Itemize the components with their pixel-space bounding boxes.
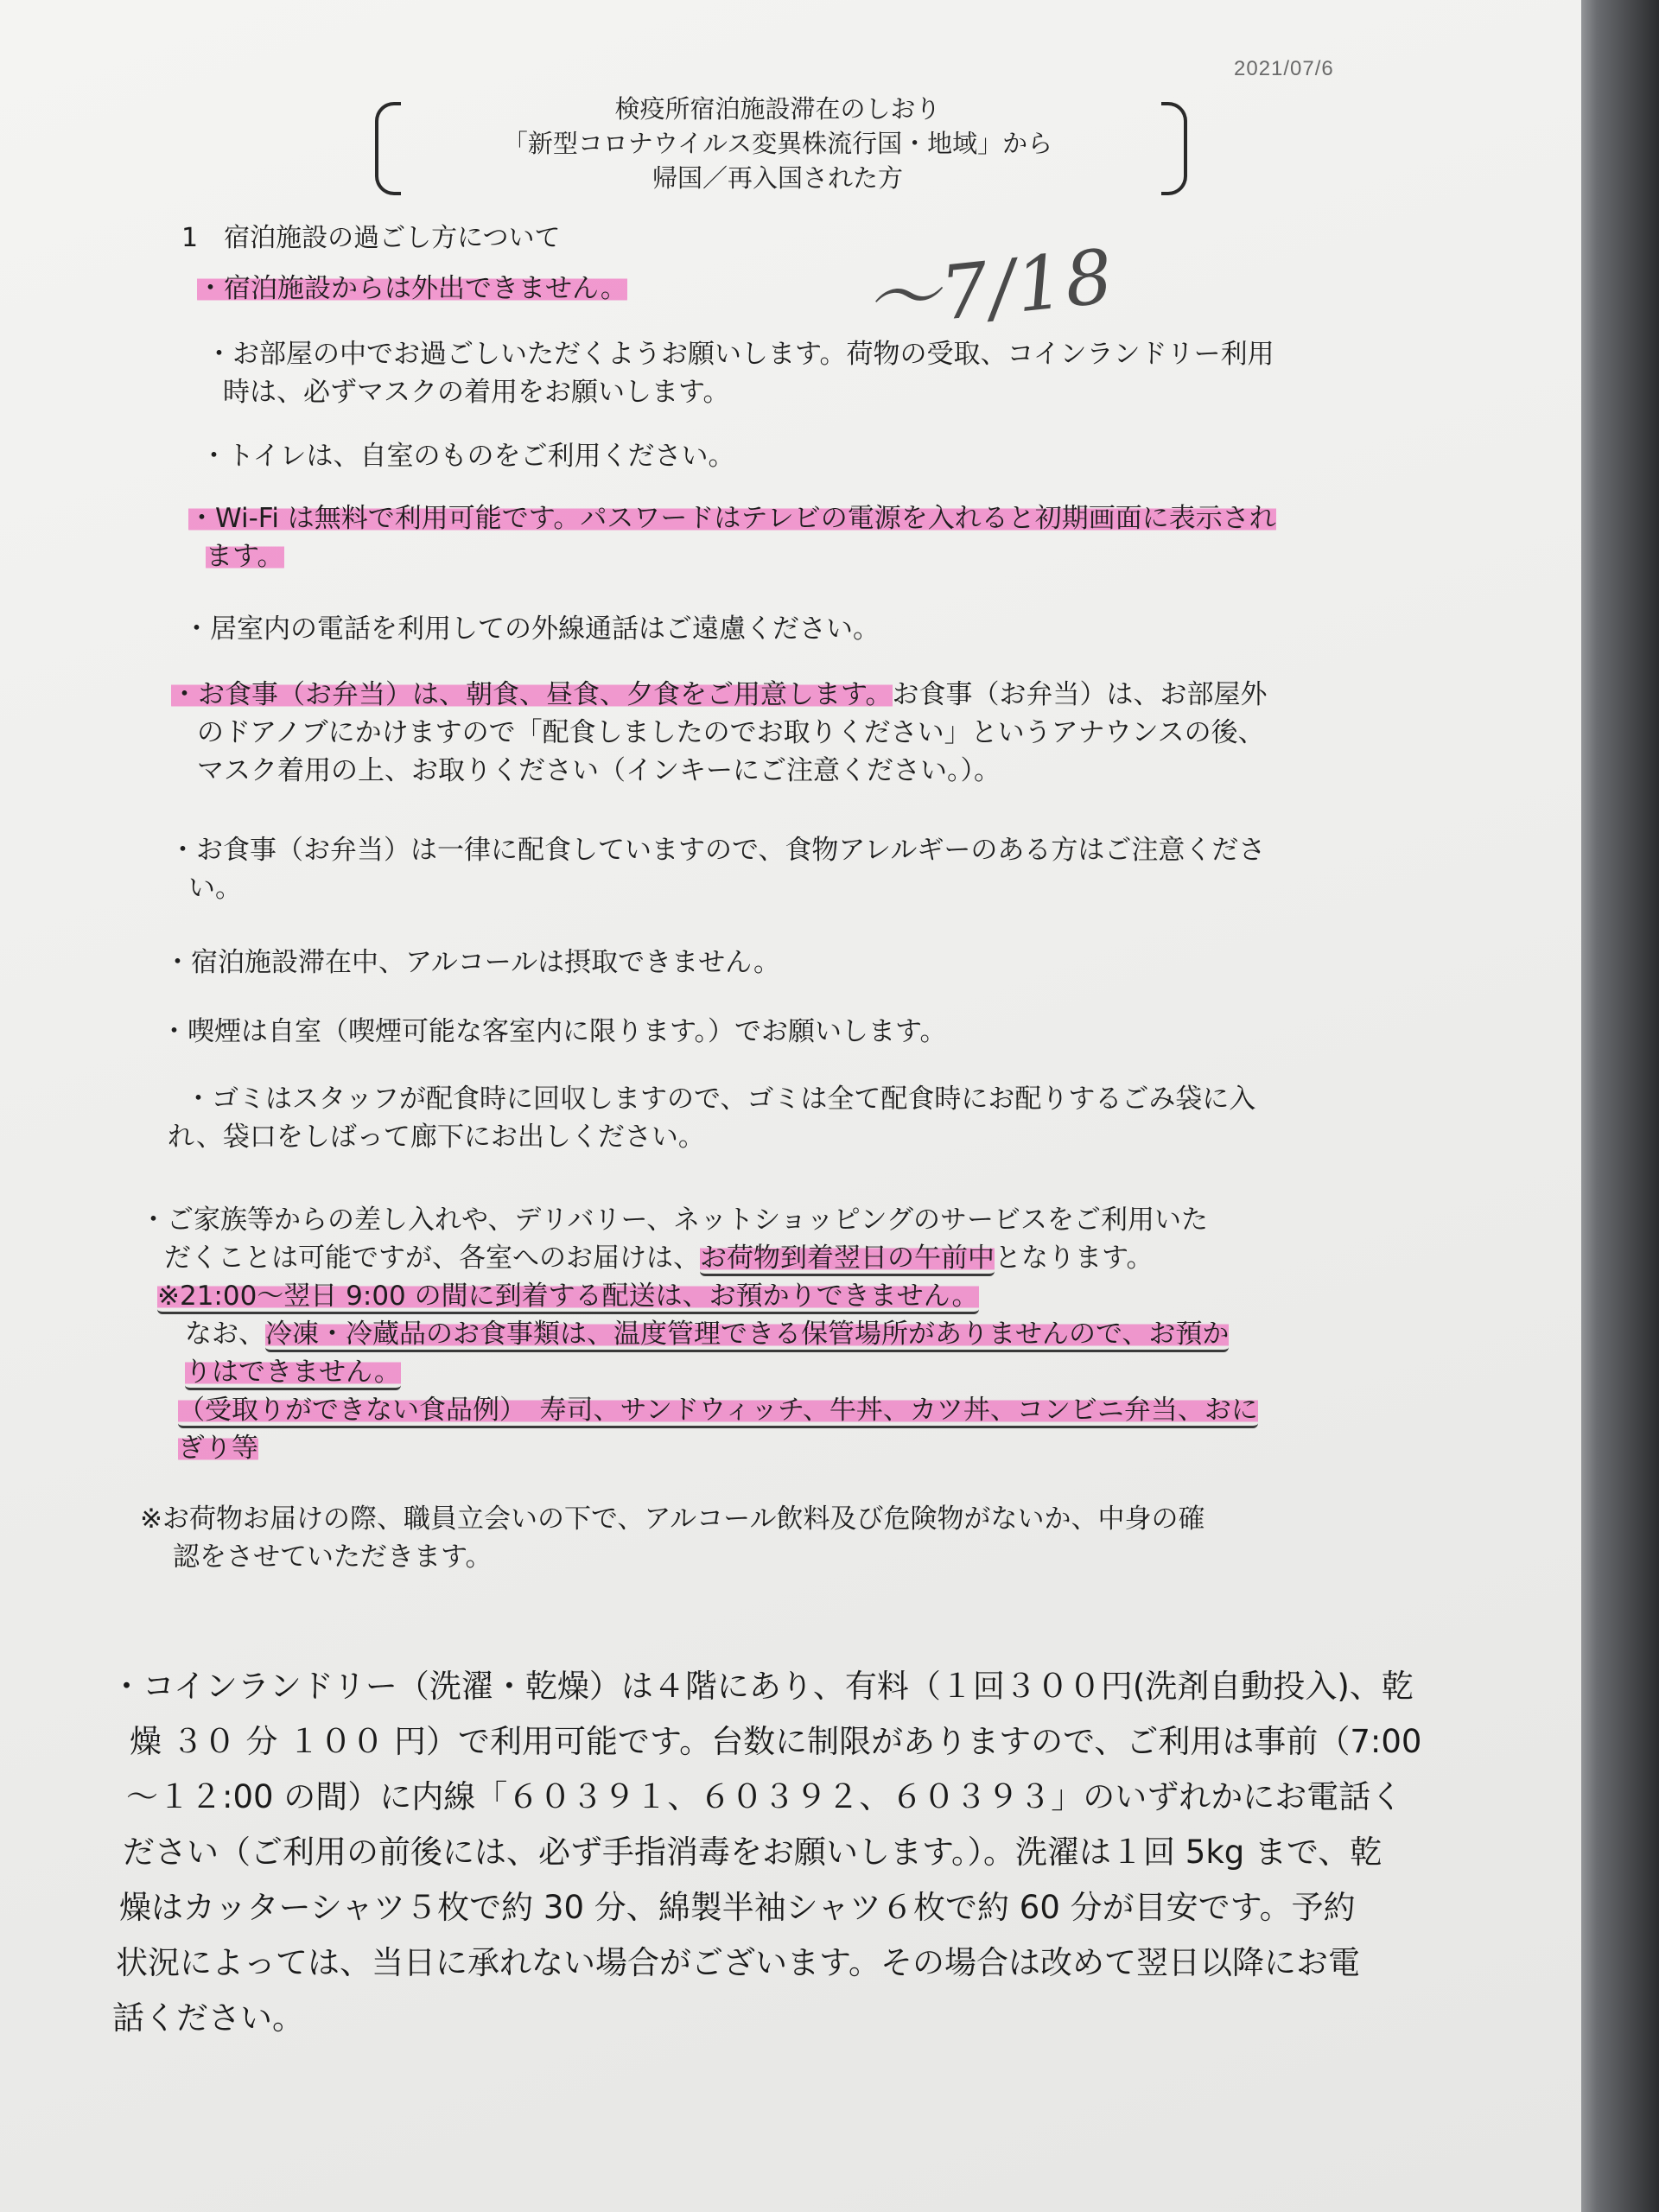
item-meals: ・お食事（お弁当）は、朝食、昼食、夕食をご用意します。お食事（お弁当）は、お部屋外 のドアノブにかけますので「配食しましたのでお取りください」というアナウンスの後、 マスク着用の上、お取りください（インキーにご注意ください。）。 bbox=[171, 679, 1268, 786]
item-no-going-out bbox=[197, 270, 627, 308]
title-line: 帰国／再入国された方 bbox=[652, 163, 903, 193]
item-stay-in-room: ・お部屋の中でお過ごしいただくようお願いします。荷物の受取、コインランドリー利用 時は、必ずマスクの着用をお願いします。 bbox=[206, 339, 1274, 408]
item-smoking: ・喫煙は自室（喫煙可能な客室内に限ります。）でお願いします。 bbox=[161, 1016, 947, 1047]
item-delivery: ・ご家族等からの差し入れや、デリバリー、ネットショッピングのサービスをご利用いた だくことは可能ですが、各室へのお届けは、お荷物到着翌日の午前中となります。 ※21:00～翌日 9:00 の間に到着する配送は、お預かりできません。 なお、冷凍・冷蔵品のお食事類は、温度管理できる保管場所がありませんので、お預か りはできません。 （受取りができない食品例） 寿司、サンドウィッチ、牛丼、カツ丼、コンビニ弁当、おに ぎり等 bbox=[140, 1205, 1258, 1464]
title-line: 検疫所宿泊施設滞在のしおり bbox=[614, 94, 941, 124]
item-garbage: ・ゴミはスタッフが配食時に回収しますので、ゴミは全て配食時にお配りするごみ袋に入 れ、袋口をしばって廊下にお出しください。 bbox=[168, 1084, 1256, 1153]
highlighted-text: ぎり等 bbox=[178, 1433, 258, 1464]
highlighted-underlined-text: お荷物到着翌日の午前中 bbox=[700, 1243, 995, 1276]
item-allergy: ・お食事（お弁当）は一律に配食していますので、食物アレルギーのある方はご注意くださ い。 bbox=[169, 835, 1266, 904]
title-bracket-right bbox=[1161, 102, 1187, 195]
highlighted-text: ます。 bbox=[206, 541, 284, 572]
item-laundry: ・コインランドリー（洗濯・乾燥）は４階にあり、有料（１回３００円(洗剤自動投入)、乾 燥 ３０ 分 １００ 円）で利用可能です。台数に制限がありますので、ご利用は事前（7:00 ～１２:00 の間）に内線「６０３９１、６０３９２、６０３９３」のいずれかにお電話く ださい（ご利用の前後には、必ず手指消毒をお願いします。）。洗濯は１回 5kg まで、乾 燥はカッターシャツ５枚で約 30 分、綿製半袖シャツ６枚で約 60 分が目安です。予約 状況によっては、当日に承れない場合がございます。その場合は改めて翌日以降にお電 話ください。 bbox=[111, 1668, 1422, 2037]
document-title bbox=[415, 92, 1141, 195]
title-line: 「新型コロナウイルス変異株流行国・地域」から bbox=[502, 129, 1053, 158]
highlighted-underlined-text: ※21:00～翌日 9:00 の間に到着する配送は、お預かりできません。 bbox=[157, 1281, 979, 1314]
highlighted-text: ・宿泊施設からは外出できません。 bbox=[197, 273, 627, 304]
document-date: 2021/07/6 bbox=[1234, 57, 1334, 80]
highlighted-underlined-text: 冷凍・冷蔵品のお食事類は、温度管理できる保管場所がありませんので、お預か bbox=[265, 1319, 1229, 1352]
handwritten-note: ～7/18 bbox=[861, 233, 1119, 346]
item-alcohol: ・宿泊施設滞在中、アルコールは摂取できません。 bbox=[164, 947, 780, 978]
item-inspection: ※お荷物お届けの際、職員立会いの下で、アルコール飲料及び危険物がないか、中身の確 認をさせていただきます。 bbox=[140, 1503, 1205, 1573]
title-bracket-left bbox=[375, 102, 401, 195]
highlighted-underlined-text: （受取りができない食品例） 寿司、サンドウィッチ、牛丼、カツ丼、コンビニ弁当、おに bbox=[178, 1395, 1258, 1428]
highlighted-text: ・Wi-Fi は無料で利用可能です。パスワードはテレビの電源を入れると初期画面に表示され bbox=[188, 503, 1276, 534]
section-heading: 1 宿泊施設の過ごし方について bbox=[181, 223, 561, 253]
highlighted-underlined-text: りはできません。 bbox=[185, 1357, 401, 1390]
item-phone: ・居室内の電話を利用しての外線通話はご遠慮ください。 bbox=[183, 613, 880, 645]
item-wifi bbox=[188, 499, 1276, 575]
highlighted-text: ・お食事（お弁当）は、朝食、昼食、夕食をご用意します。 bbox=[171, 679, 893, 710]
item-toilet: ・トイレは、自室のものをご利用ください。 bbox=[200, 441, 735, 472]
